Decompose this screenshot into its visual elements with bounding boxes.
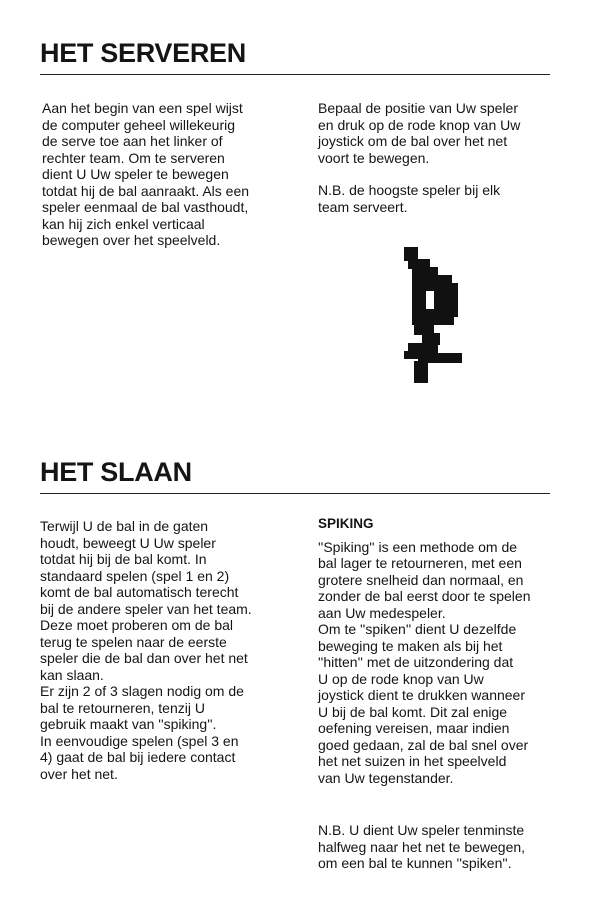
- spiking-note-text: N.B. U dient Uw speler tenminste halfweg naar het net te bewegen, om een bal te kunnen ''spiken''.: [318, 822, 526, 871]
- serveren-right-column: [318, 100, 568, 215]
- serveren-instruction-text: Bepaal de positie van Uw speler en druk op de rode knop van Uw joystick om de bal over het net voort te bewegen.: [318, 100, 521, 166]
- serveren-intro-text: Aan het begin van een spel wijst de computer geheel willekeurig de serve toe aan het linker of rechter team. Om te serveren dient U Uw speler te bewegen totdat hij de bal aanraakt. Als een speler eenmaal de bal vasthoudt, kan hij zich enkel verticaal bewegen over het speelveld.: [42, 100, 250, 248]
- spiking-subheading: SPIKING: [318, 516, 374, 531]
- section-divider: [40, 493, 550, 494]
- slaan-left-column: [40, 518, 300, 782]
- serveren-left-column: [42, 100, 297, 249]
- serveren-note-text: N.B. de hoogste speler bij elk team serveert.: [318, 182, 501, 215]
- section-title-slaan: HET SLAAN: [40, 457, 192, 487]
- section-divider: [40, 74, 550, 75]
- section-title-serveren: HET SERVEREN: [40, 38, 246, 68]
- spiking-body-text: ''Spiking'' is een methode om de bal lager te retourneren, met een grotere snelheid dan normaal, en zonder de bal eerst door te spelen aan Uw medespeler. Om te ''spiken'' dient U dezelfde beweging te maken als bij het ''hitten'' met de uitzondering dat U op de rode knop van Uw joystick dient te drukken wanneer U bij de bal komt. Dit zal enige oefening vereisen, maar indien goed gedaan, zal de bal snel over het net suizen in het speelveld van Uw tegenstander.: [318, 538, 531, 786]
- slaan-body-text: Terwijl U de bal in de gaten houdt, beweegt U Uw speler totdat hij bij de bal komt. In standaard spelen (spel 1 en 2) komt de bal automatisch terecht bij de andere speler van het team. Deze moet proberen om de bal terug te spelen naar de eerste speler die de bal dan over het net kan slaan. Er zijn 2 of 3 slagen nodig om de bal te retourneren, tenzij U gebruik maakt van ''spiking''. In eenvoudige spelen (spel 3 en 4) gaat de bal bij iedere contact over het net.: [40, 518, 252, 782]
- spiking-column: [318, 516, 573, 872]
- pixel-volleyball-player-icon: [404, 247, 462, 383]
